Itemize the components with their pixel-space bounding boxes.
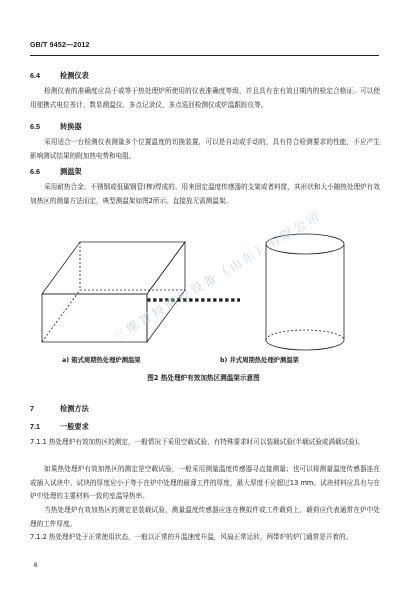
figure-caption-b: b) 井式周期热处理炉测温架	[220, 357, 299, 364]
figure-2-drawing	[30, 224, 380, 364]
header-rule	[30, 55, 379, 56]
figure-caption-a: a) 箱式周期热处理炉测温架	[62, 357, 141, 364]
section-title: 检测方法	[60, 404, 89, 413]
section-number: 6.6	[30, 167, 40, 176]
watermark: 三维智特测控设备（山东）有限公司	[111, 208, 324, 344]
paragraph-7-1-1-c: 当热处理炉有效加热区的测定是装载试验，测量温度传感器应连在模拟件或工件载荷上，载荷应代表通常在炉中处理的工件厚度。	[30, 506, 380, 528]
paragraph-6-5: 采用适合一台检测仪表测量多个位置温度的切换装置，可以是自动或手动的，具有符合检测要求的性能，不应产生影响测试结果的附加热电势和电阻。	[30, 138, 380, 160]
section-number: 6.4	[30, 71, 40, 80]
section-title: 检测仪表	[60, 71, 89, 80]
pit-furnace-rack	[266, 234, 344, 350]
paragraph-6-6: 采用耐热合金、不锈钢或低碳钢管(棒)焊成的、用来固定温度传感器的支架或者料筐，其形状和大小随热处理炉有效加热区的测量方法而定，典型测温架如图2所示。直接放无需测温架。	[30, 183, 380, 205]
section-number: 7	[30, 404, 34, 413]
section-heading-7-1	[30, 422, 89, 432]
paragraph-7-1-2: 7.1.2 热处理炉处于正常使用状态，一般以正常的升温速度升温，风扇正常运转，两带炉的炉门通常是开着的。	[30, 533, 353, 541]
standard-code: GB/T 9452—2012	[30, 42, 90, 49]
page-number: 6	[34, 562, 38, 569]
section-heading-6-4	[30, 71, 89, 81]
paragraph-7-1-1-b: 如果热处理炉有效加热区的测定是空载试验，一般采用测量温度传感器寻直接测量；也可以将测量温度传感器连在或插入试块中，试块的厚度应小于等于在炉中处理的最薄工件的厚度，最大厚度不应超过13 mm。试块材料应具有与在炉中处理的主要材料一致的室温导热率。	[30, 465, 380, 500]
section-heading-7	[30, 404, 89, 414]
section-title: 测温架	[60, 167, 82, 176]
section-heading-6-5	[30, 122, 82, 132]
section-title: 一般要求	[60, 422, 89, 431]
section-title: 转换器	[60, 122, 82, 131]
paragraph-6-4: 检测仪表的准确度应高于或等于热处理炉所使用的仪表准确度等级，并且具有在有效日期内的检定合格证。可以使用便携式电位差计、数显测温仪、多点记录仪、多点巡回检测仪或炉温跟踪仪等。	[30, 87, 380, 109]
figure-title: 图2 热处理炉有效加热区测温架示意图	[147, 374, 260, 382]
section-number: 7.1	[30, 422, 40, 431]
section-heading-6-6	[30, 167, 82, 177]
section-number: 6.5	[30, 122, 40, 131]
paragraph-7-1-1: 7.1.1 热处理炉有效加热区的测定，一般情况下采用空载试验，有特殊要求时可以装载试验(半载试验或满载试验)。	[30, 438, 364, 446]
